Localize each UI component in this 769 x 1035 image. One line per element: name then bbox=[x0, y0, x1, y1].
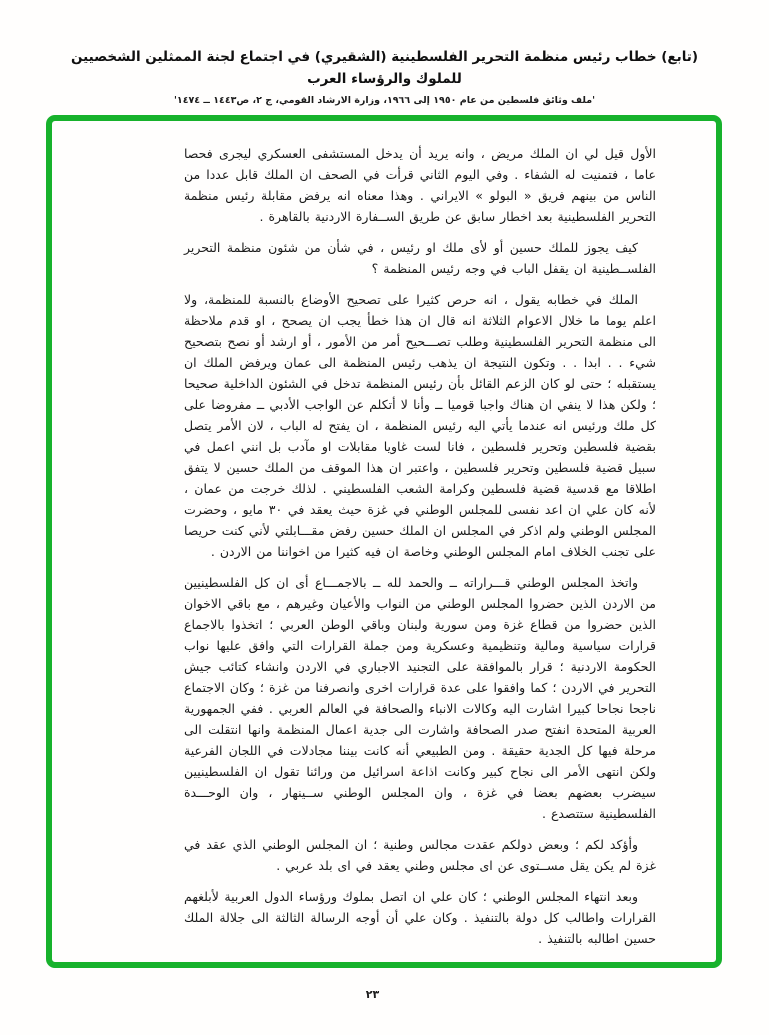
body-paragraph: واتخذ المجلس الوطني قـــراراته ــ والحمد لله ــ بالاجمـــاع أى ان كل الفلسطينيين من الاردن الذين حضروا المجلس الوطني من النواب والأعيان وغيرهم ، مع باقي الاخوان الذين حضروا من قطاع غزة ومن سورية ولبنان وباقي الوطن العربي ؛ اتخذوا بالاجماع قرارات سياسية ومالية وتنظيمية وعسكرية ومن جملة القرارات التي وافق عليها نواب الحكومة الاردنية ؛ قرار بالموافقة على التجنيد الاجباري في الاردن وانشاء كتائب جيش التحرير في الاردن ؛ كما وافقوا على عدة قرارات اخرى وانصرفنا من غزة ؛ وكان الاجتماع ناجحا نجاحا كبيرا اشارت اليه وكالات الانباء والصحافة في العالم العربي . ففي الجمهورية العربية المتحدة انفتح صدر الصحافة واشارت الى جدية اعمال المنظمة وانها انتقلت الى مرحلة فيها كل الجدية حقيقة . ومن الطبيعي أنه كانت بيننا مجادلات في اللجان الفرعية ولكن انتهى الأمر الى نجاح كبير وكانت اذاعة اسرائيل من ورائنا تقول ان الفلسطينيين سيضرب بعضهم بعضا في غزة ، وان المجلس الوطني ســينهار ، وان الوحـــدة الفلسطينية ستتصدع . bbox=[184, 575, 656, 821]
body-paragraph: كيف يجوز للملك حسين أو لأى ملك او رئيس ، في شأن من شئون منظمة التحرير الفلســطينية ان يقفل الباب في وجه رئيس المنظمة ؟ bbox=[184, 240, 656, 276]
body-paragraph: وبعد انتهاء المجلس الوطني ؛ كان علي ان اتصل بملوك ورؤساء الدول العربية لأبلغهم القرارات واطالب كل دولة بالتنفيذ . وكان علي أن أوجه الرسالة الثالثة الى جلالة الملك حسين اطالبه بالتنفيذ . bbox=[184, 889, 656, 946]
document-source-line: 'ملف وثائق فلسطين من عام ١٩٥٠ إلى ١٩٦٦، وزارة الارشاد القومي، ج ٢، ص١٤٤٣ ــ ١٤٧٤' bbox=[173, 95, 596, 106]
document-title: (تابع) خطاب رئيس منظمة التحرير الفلسطينية (الشقيري) في اجتماع لجنة الممثلين الشخصيين للملوك والرؤساء العرب bbox=[70, 49, 699, 87]
body-paragraph: وأؤكد لكم ؛ وبعض دولكم عقدت مجالس وطنية ؛ ان المجلس الوطني الذي عقد في غزة لم يكن يقل مســتوى عن اى مجلس وطني يعقد في اى بلد عربي . bbox=[184, 837, 656, 873]
content-border-frame bbox=[46, 115, 722, 968]
body-paragraph: الأول قيل لي ان الملك مريض ، وانه يريد أن يدخل المستشفى العسكري ليجرى فحصا عاما ، فتمنيت له الشفاء . وفي اليوم الثاني قرأت في الصحف ان الملك قابل عددا من الناس من بينهم فريق « البولو » الايراني . وهذا معناه انه يرفض مقابلة رئيس منظمة التحرير الفلسطينية بعد اخطار سابق عن طريق الســفارة الاردنية بالقاهرة . bbox=[184, 146, 656, 224]
body-paragraph: الملك في خطابه يقول ، انه حرص كثيرا على تصحيح الأوضاع بالنسبة للمنظمة، ولا اعلم يوما ما خلال الاعوام الثلاثة انه قال ان هذا خطأ يجب ان يصحح ، او قدم ملاحظة الى منظمة التحرير الفلسطينية وطلب تصـــحيح أمر من الأمور ، أو ارشد أو نصح بتصحيح شيء . . ابدا . . وتكون النتيجة ان يذهب رئيس المنظمة الى عمان ويرفض الملك ان يستقبله ؛ حتى لو كان الزعم القائل بأن رئيس المنظمة تدخل في الشئون الداخلية صحيحا ؛ ولكن هذا لا ينفي ان هناك واجبا قوميا ــ وأنا لا أتكلم عن الواجب الأدبي ــ مفروضا على كل ملك ورئيس انه عندما يأتي اليه رئيس المنظمة ، ان يفتح له الباب ، لان الأمر يتصل بقضية فلسطين وتحرير فلسطين ، فانا لست غاويا مقابلات او مآدب بل انني اعمل في سبيل قضية فلسطين وتحرير فلسطين ، واعتبر ان هذا الموقف من الملك حسين لا يتفق اطلاقا مع قدسية قضية فلسطين وكرامة الشعب الفلسطيني . لذلك خرجت من عمان ، لأنه كان علي ان اعد نفسى للمجلس الوطني في غزة حيث يعقد في ٣٠ مايو ، وحضرت المجلس الوطني ولم اذكر في المجلس ان الملك حسين رفض مقـــابلتي لأني كنت حريصا على تجنب الخلاف امام المجلس الوطني وخاصة ان فيه كثيرا من اخواننا من الاردن . bbox=[184, 292, 656, 559]
document-header bbox=[0, 46, 769, 106]
page-number: ٢٣ bbox=[365, 988, 380, 1001]
document-body bbox=[184, 143, 656, 949]
